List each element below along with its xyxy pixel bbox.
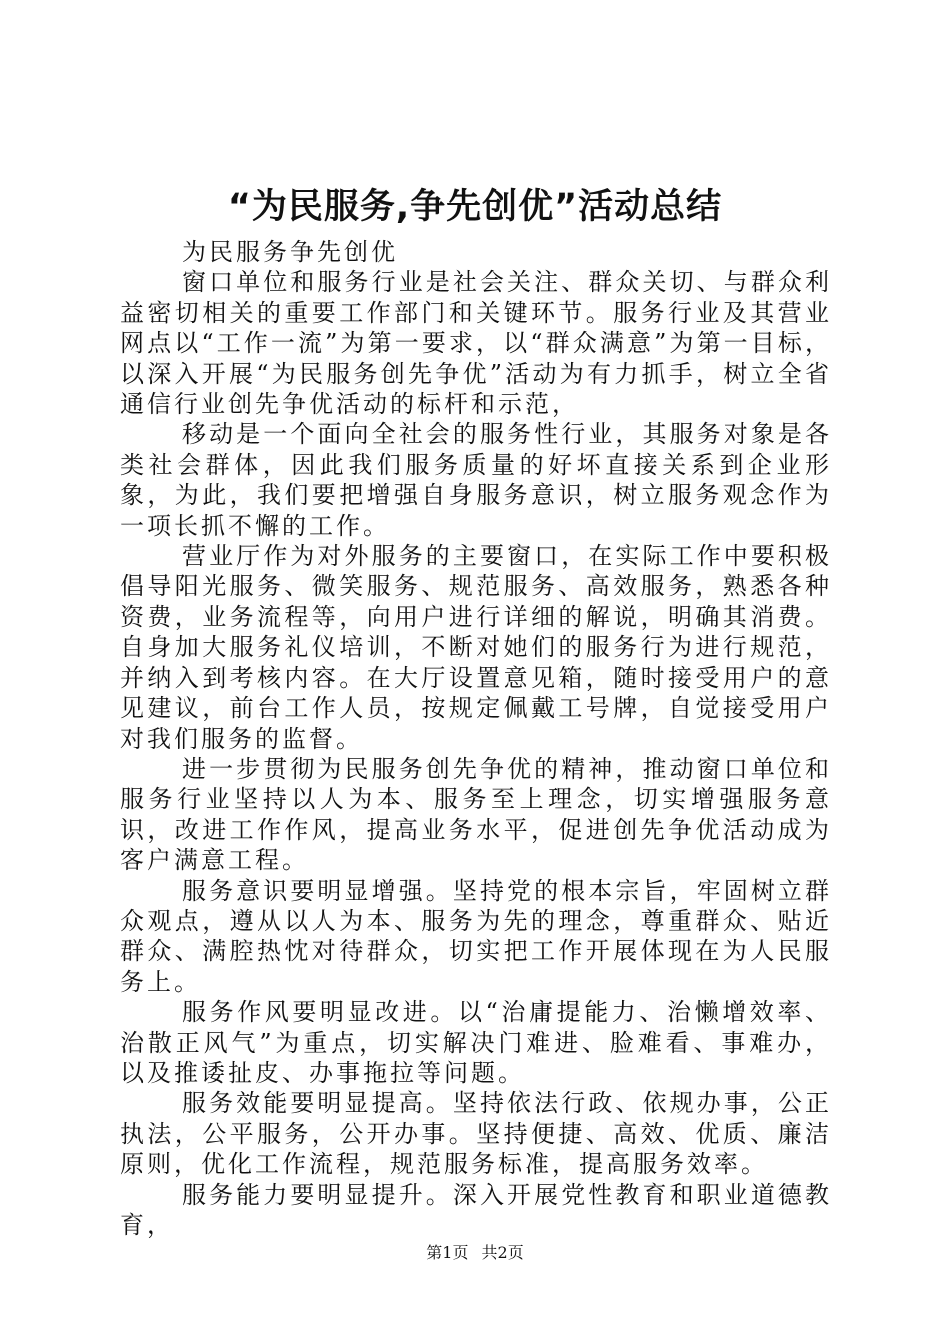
paragraph: 为民服务争先创优 — [182, 238, 398, 266]
paragraph: 服务能力要明显提升。深入开展党性教育和职业道德教育， — [120, 1180, 832, 1239]
page-total: 共2页 — [481, 1243, 524, 1262]
paragraph: 服务意识要明显增强。坚持党的根本宗旨，牢固树立群众观点，遵从以人为本、服务为先的理念，尊重群众、贴近群众、满腔热忱对待群众，切实把工作开展体现在为人民服务上。 — [120, 876, 832, 996]
paragraph: 进一步贯彻为民服务创先争优的精神，推动窗口单位和服务行业坚持以人为本、服务至上理念，切实增强服务意识，改进工作作风，提高业务水平，促进创先争优活动成为客户满意工程。 — [120, 754, 832, 875]
paragraph: 营业厅作为对外服务的主要窗口，在实际工作中要积极倡导阳光服务、微笑服务、规范服务、高效服务，熟悉各种资费，业务流程等，向用户进行详细的解说，明确其消费。自身加大服务礼仪培训，不断对她们的服务行为进行规范，并纳入到考核内容。在大厅设置意见箱，随时接受用户的意见建议，前台工作人员，按规定佩戴工号牌，自觉接受用户对我们服务的监督。 — [120, 542, 832, 753]
document-title: “为民服务,争先创优”活动总结 — [227, 187, 723, 227]
paragraph: 服务作风要明显改进。以“治庸提能力、治懒增效率、治散正风气”为重点，切实解决门难进、脸难看、事难办，以及推诿扯皮、办事拖拉等问题。 — [120, 998, 832, 1087]
page-footer — [0, 1242, 950, 1264]
document-body — [120, 237, 832, 1240]
paragraph: 服务效能要明显提高。坚持依法行政、依规办事，公正执法，公平服务，公开办事。坚持便捷、高效、优质、廉洁原则，优化工作流程，规范服务标准，提高服务效率。 — [120, 1089, 832, 1179]
paragraph: 窗口单位和服务行业是社会关注、群众关切、与群众利益密切相关的重要工作部门和关键环节。服务行业及其营业网点以“工作一流”为第一要求，以“群众满意”为第一目标，以深入开展“为民服务创先争优”活动为有力抓手，树立全省通信行业创先争优活动的标杆和示范， — [120, 268, 832, 419]
paragraph: 移动是一个面向全社会的服务性行业，其服务对象是各类社会群体，因此我们服务质量的好坏直接关系到企业形象，为此，我们要把增强自身服务意识，树立服务观念作为一项长抓不懈的工作。 — [120, 420, 832, 540]
page-number: 第1页 — [426, 1243, 469, 1262]
